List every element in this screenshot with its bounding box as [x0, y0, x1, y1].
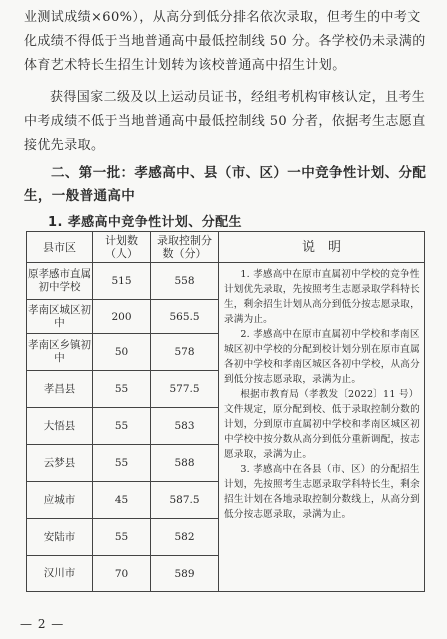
- cell-score: 578: [151, 334, 219, 371]
- table-row: [27, 263, 425, 300]
- note-1: 1. 孝感高中在原市直属初中学校的竞争性计划优先录取，先按照考生志愿录取学科特长生，剩余招生计划从高分到低分按志愿录取，录满为止。: [224, 269, 420, 325]
- cell-score: 558: [151, 263, 219, 300]
- notes-cell: [219, 263, 425, 592]
- cell-score: 588: [151, 445, 219, 482]
- cell-plan: 55: [93, 408, 151, 445]
- header-plan: 计划数（人）: [93, 232, 151, 263]
- cell-county: 安陆市: [27, 519, 93, 556]
- cell-score: 582: [151, 519, 219, 556]
- cell-plan: 50: [93, 334, 151, 371]
- cell-plan: 55: [93, 445, 151, 482]
- cell-plan: 55: [93, 371, 151, 408]
- cell-plan: 515: [93, 263, 151, 300]
- cell-plan: 45: [93, 482, 151, 519]
- header-county: 县市区: [27, 232, 93, 263]
- cell-county: 孝南区乡镇初中: [27, 334, 93, 371]
- quota-table: [26, 231, 425, 592]
- page-number: — 2 —: [20, 617, 65, 631]
- note-3: 根据市教育局（孝教发〔2022〕11 号）文件规定，原分配到校、低于录取控制分数的计划，分到原市直属初中学校和孝南区城区初中学校中按分数从高分到低分重新调配，按志愿录取，录满为止。: [224, 389, 420, 460]
- cell-score: 589: [151, 556, 219, 592]
- subsection-heading: 1. 孝感高中竞争性计划、分配生: [48, 215, 242, 230]
- paragraph-admission-rule: 业测试成绩×60%），从高分到低分排名依次录取，但考生的中考文化成绩不得低于当地普通高中最低控制线 50 分。各学校仍未录满的体育艺术特长生招生计划转为该校普通高中招生计划。: [24, 10, 426, 73]
- table-header-row: [27, 232, 425, 263]
- cell-plan: 200: [93, 300, 151, 334]
- cell-score: 583: [151, 408, 219, 445]
- cell-plan: 70: [93, 556, 151, 592]
- cell-county: 原孝感市直属初中学校: [27, 263, 93, 300]
- cell-county: 大悟县: [27, 408, 93, 445]
- header-score: 录取控制分数（分）: [151, 232, 219, 263]
- cell-score: 587.5: [151, 482, 219, 519]
- note-2: 2. 孝感高中在原市直属初中学校和孝南区城区初中学校的分配到校计划分别在原市直属各初中学校和孝南区城区各初中学校，从高分到低分按志愿录取，录满为止。: [224, 329, 420, 385]
- section-heading: 二、第一批：孝感高中、县（市、区）一中竞争性计划、分配生，一般普通高中: [24, 165, 427, 204]
- cell-county: 应城市: [27, 482, 93, 519]
- note-4: 3. 孝感高中在各县（市、区）的分配招生计划，先按照考生志愿录取学科特长生，剩余招生计划在各地录取控制分数线上，从高分到低分按志愿录取，录满为止。: [224, 464, 420, 520]
- paragraph-athlete-priority: 获得国家二级及以上运动员证书，经组考机构审核认定，且考生中考成绩不低于当地普通高中最低控制线 50 分者，依据考生志愿直接优先录取。: [24, 90, 426, 153]
- cell-county: 孝南区城区初中: [27, 300, 93, 334]
- cell-plan: 55: [93, 519, 151, 556]
- cell-county: 汉川市: [27, 556, 93, 592]
- header-note: 说 明: [219, 232, 425, 263]
- cell-county: 孝昌县: [27, 371, 93, 408]
- cell-county: 云梦县: [27, 445, 93, 482]
- cell-score: 565.5: [151, 300, 219, 334]
- cell-score: 577.5: [151, 371, 219, 408]
